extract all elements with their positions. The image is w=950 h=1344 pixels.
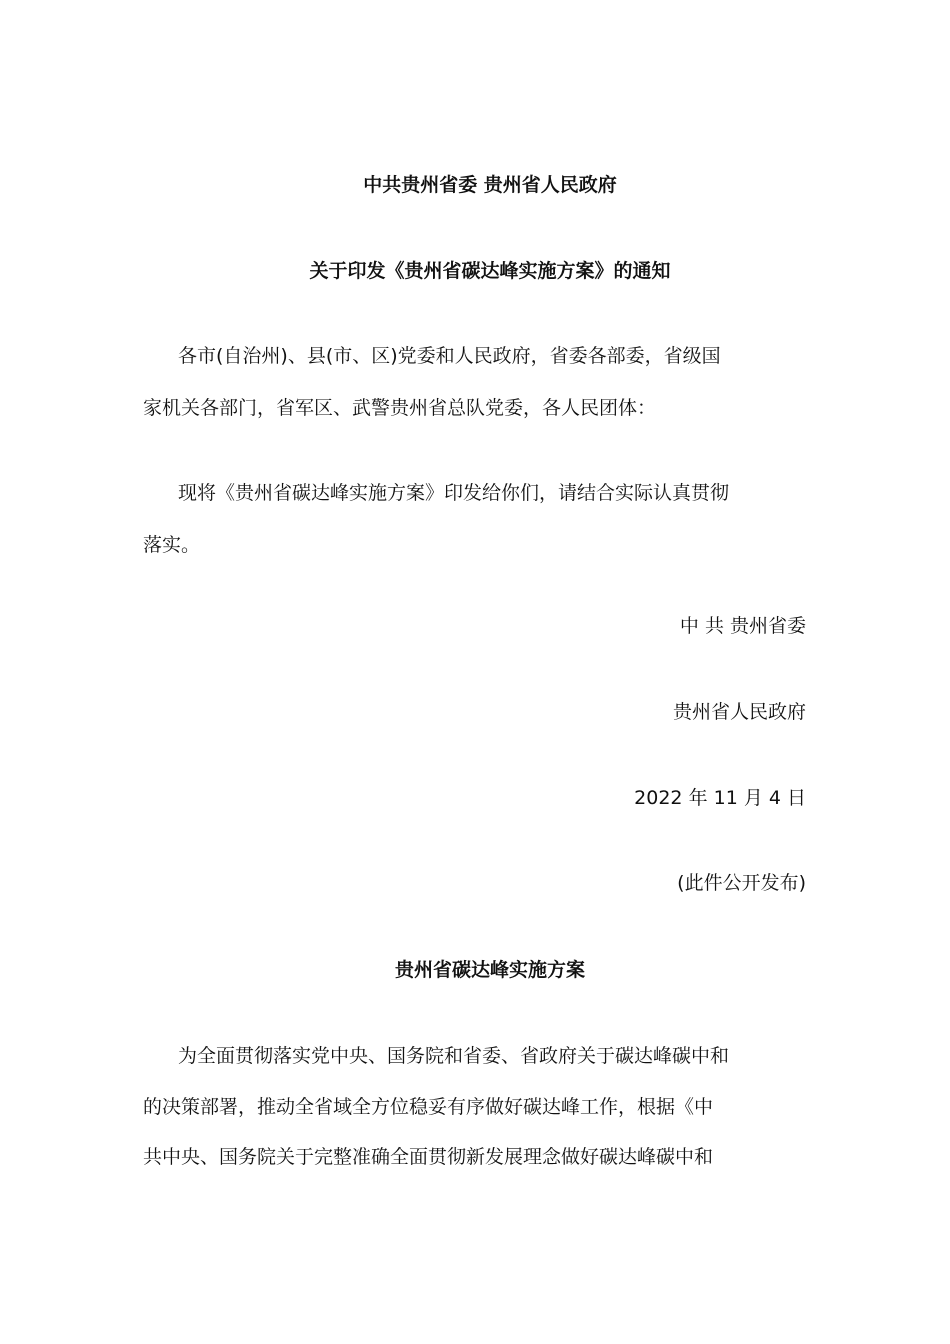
notice-body-line-1: 现将《贵州省碳达峰实施方案》印发给你们，请结合实际认真贯彻 [178, 482, 730, 504]
addressee-line-1: 各市(自治州)、县(市、区)党委和人民政府，省委各部委，省级国 [178, 345, 721, 367]
plan-body-line-1: 为全面贯彻落实党中央、国务院和省委、省政府关于碳达峰碳中和 [178, 1045, 730, 1067]
plan-body-line-3: 共中央、国务院关于完整准确全面贯彻新发展理念做好碳达峰碳中和 [143, 1146, 714, 1168]
signature-org-government: 贵州省人民政府 [672, 701, 806, 723]
notice-title-line-2: 关于印发《贵州省碳达峰实施方案》的通知 [309, 260, 671, 282]
signature-date: 2022 年 11 月 4 日 [634, 787, 806, 809]
notice-title-line-1: 中共贵州省委 贵州省人民政府 [363, 174, 617, 196]
signature-org-party: 中 共 贵州省委 [679, 615, 806, 637]
plan-title: 贵州省碳达峰实施方案 [394, 959, 585, 981]
publication-note: (此件公开发布) [677, 872, 806, 894]
addressee-line-2: 家机关各部门，省军区、武警贵州省总队党委，各人民团体： [143, 397, 657, 419]
notice-body-line-2: 落实。 [143, 534, 201, 556]
plan-body-line-2: 的决策部署，推动全省域全方位稳妥有序做好碳达峰工作，根据《中 [143, 1096, 714, 1118]
